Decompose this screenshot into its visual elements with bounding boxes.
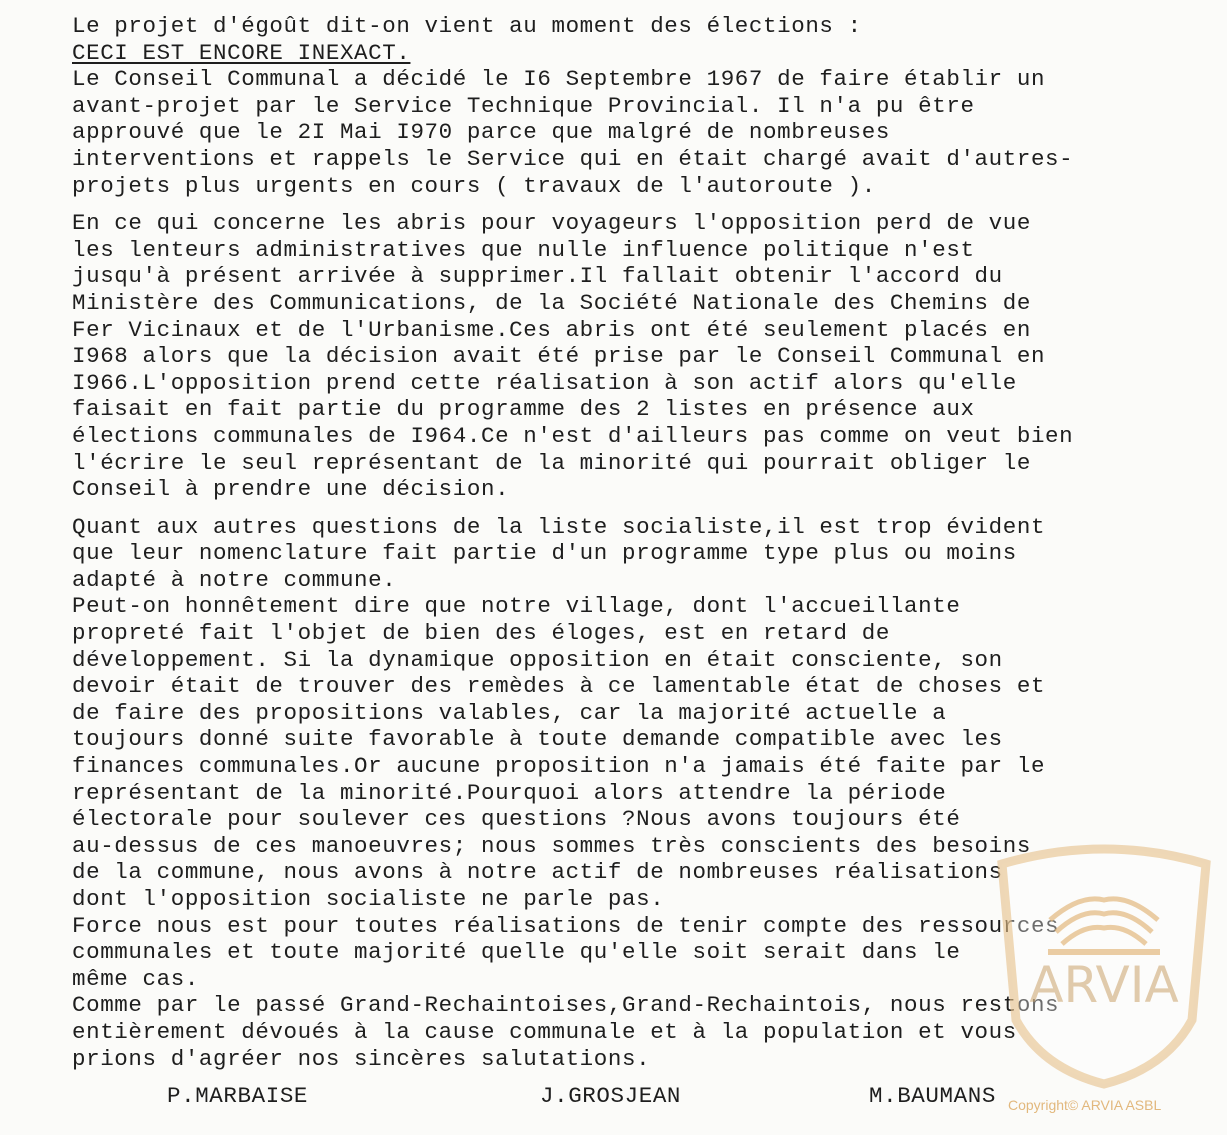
text-line: communales et toute majorité quelle qu'elle soit serait dans le bbox=[72, 939, 961, 966]
text-line: de la commune, nous avons à notre actif de nombreuses réalisations bbox=[72, 859, 1003, 886]
text-line: électorale pour soulever ces questions ?Nous avons toujours été bbox=[72, 806, 961, 833]
text-line: Quant aux autres questions de la liste socialiste,il est trop évident bbox=[72, 513, 1046, 540]
signature-baumans: M.BAUMANS bbox=[869, 1083, 996, 1109]
text-line: propreté fait l'objet de bien des éloges, est en retard de bbox=[72, 620, 890, 647]
text-line: avant-projet par le Service Technique Provincial. Il n'a pu être bbox=[72, 92, 975, 119]
paragraph-egout bbox=[72, 13, 1202, 199]
text-line: Conseil à prendre une décision. bbox=[72, 476, 510, 503]
text-line: Comme par le passé Grand-Rechaintoises,Grand-Rechaintois, nous restons bbox=[72, 992, 1060, 1019]
text-line: Fer Vicinaux et de l'Urbanisme.Ces abris ont été seulement placés en bbox=[72, 316, 1031, 343]
arvia-watermark bbox=[988, 842, 1220, 1092]
text-line: les lenteurs administratives que nulle influence politique n'est bbox=[72, 236, 975, 263]
copyright-notice: Copyright© ARVIA ASBL bbox=[1008, 1097, 1162, 1113]
text-line: de faire des propositions valables, car la majorité actuelle a bbox=[72, 699, 947, 726]
paragraph-abris bbox=[72, 210, 1202, 503]
text-line: même cas. bbox=[72, 965, 199, 992]
text-line: dont l'opposition socialiste ne parle pas. bbox=[72, 886, 665, 912]
text-line: finances communales.Or aucune proposition n'a jamais été faite par le bbox=[72, 753, 1046, 780]
text-line: devoir était de trouver des remèdes à ce lamentable état de choses et bbox=[72, 673, 1046, 700]
text-line: interventions et rappels le Service qui en était chargé avait d'autres- bbox=[72, 145, 1074, 172]
text-line: toujours donné suite favorable à toute demande compatible avec les bbox=[72, 726, 1003, 753]
text-line: approuvé que le 2I Mai I970 parce que malgré de nombreuses bbox=[72, 119, 890, 146]
text-line: projets plus urgents en cours ( travaux de l'autoroute ). bbox=[72, 172, 876, 199]
text-line: jusqu'à présent arrivée à supprimer.Il fallait obtenir l'accord du bbox=[72, 263, 1003, 290]
text-line: faisait en fait partie du programme des 2 listes en présence aux bbox=[72, 396, 975, 423]
emphasis-line: CECI EST ENCORE INEXACT. bbox=[72, 39, 411, 66]
text-line: au-dessus de ces manoeuvres; nous sommes très conscients des besoins bbox=[72, 832, 1031, 859]
text-line: I966.L'opposition prend cette réalisation à son actif alors qu'elle bbox=[72, 369, 1017, 396]
text-line: En ce qui concerne les abris pour voyageurs l'opposition perd de vue bbox=[72, 210, 1031, 237]
text-line: Force nous est pour toutes réalisations de tenir compte des ressources bbox=[72, 912, 1060, 939]
text-line: I968 alors que la décision avait été prise par le Conseil Communal en bbox=[72, 343, 1046, 370]
watermark-logo-text: ARVIA bbox=[1029, 956, 1179, 1014]
text-line: développement. Si la dynamique opposition en était consciente, son bbox=[72, 646, 1003, 673]
text-line: Le projet d'égoût dit-on vient au moment des élections : bbox=[72, 13, 862, 39]
text-line: Ministère des Communications, de la Société Nationale des Chemins de bbox=[72, 289, 1031, 316]
signature-marbaise: P.MARBAISE bbox=[167, 1083, 309, 1109]
text-line: entièrement dévoués à la cause communale et à la population et vous bbox=[72, 1018, 1017, 1045]
text-line: élections communales de I964.Ce n'est d'ailleurs pas comme on veut bien bbox=[72, 422, 1074, 449]
text-line: l'écrire le seul représentant de la minorité qui pourrait obliger le bbox=[72, 449, 1031, 476]
text-line: Peut-on honnêtement dire que notre village, dont l'accueillante bbox=[72, 593, 961, 620]
signature-grosjean: J.GROSJEAN bbox=[540, 1083, 682, 1109]
text-line: représentant de la minorité.Pourquoi alors attendre la période bbox=[72, 779, 947, 806]
text-line: adapté à notre commune. bbox=[72, 566, 397, 593]
text-line: prions d'agréer nos sincères salutations. bbox=[72, 1045, 651, 1072]
text-line: Le Conseil Communal a décidé le I6 Septembre 1967 de faire établir un bbox=[72, 66, 1046, 93]
text-line: que leur nomenclature fait partie d'un programme type plus ou moins bbox=[72, 540, 1017, 567]
